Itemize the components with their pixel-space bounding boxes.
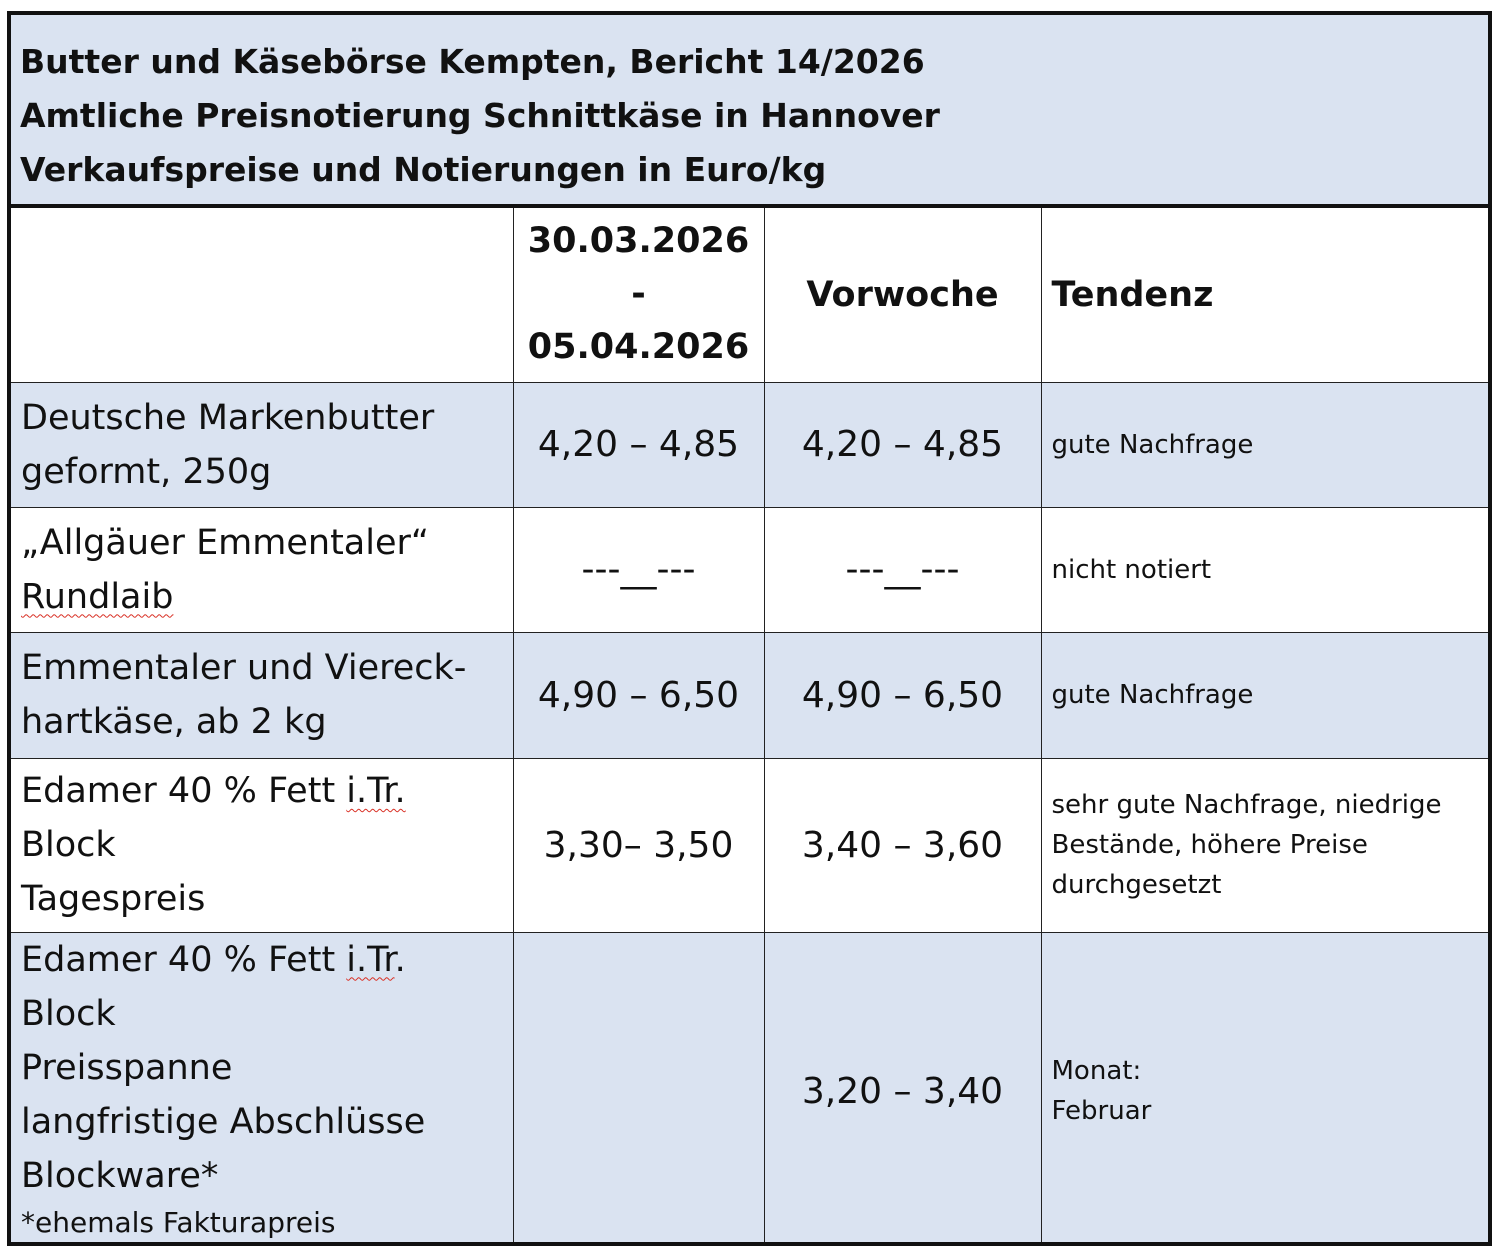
trend-text: gute Nachfrage [1041, 632, 1488, 758]
header-empty-cell [11, 208, 513, 382]
table-row [11, 382, 1488, 507]
current-price [513, 932, 764, 1246]
date-separator: - [631, 274, 646, 315]
product-name: Emmentaler und Viereck- hartkäse, ab 2 kg [11, 632, 513, 758]
trend-text: nicht notiert [1041, 507, 1488, 632]
previous-price: 4,20 – 4,85 [764, 382, 1041, 507]
previous-price: ---__--- [764, 507, 1041, 632]
table-row [11, 632, 1488, 758]
price-report-table [7, 11, 1492, 1246]
date-to: 05.04.2026 [527, 327, 750, 368]
header-date-range [513, 208, 764, 382]
header-trend: Tendenz [1041, 208, 1488, 382]
previous-price: 3,20 – 3,40 [764, 932, 1041, 1246]
report-title: Butter und Käsebörse Kempten, Bericht 14/2026 [20, 42, 925, 81]
current-price: 4,20 – 4,85 [513, 382, 764, 507]
trend-text: Monat: Februar [1041, 932, 1488, 1246]
price-table [11, 208, 1488, 1246]
report-header [11, 15, 1488, 206]
product-name: „Allgäuer Emmentaler“ Rundlaib [11, 507, 513, 632]
report-unit-note: Verkaufspreise und Notierungen in Euro/kg [20, 150, 827, 189]
previous-price: 3,40 – 3,60 [764, 758, 1041, 932]
report-subtitle: Amtliche Preisnotierung Schnittkäse in Hannover [20, 96, 940, 135]
trend-text: gute Nachfrage [1041, 382, 1488, 507]
date-from: 30.03.2026 [527, 221, 750, 262]
previous-price: 4,90 – 6,50 [764, 632, 1041, 758]
table-row [11, 758, 1488, 932]
footnote: *ehemals Fakturapreis [21, 1205, 336, 1239]
current-price: 4,90 – 6,50 [513, 632, 764, 758]
current-price: 3,30– 3,50 [513, 758, 764, 932]
trend-text: sehr gute Nachfrage, niedrige Bestände, höhere Preise durchgesetzt [1041, 758, 1488, 932]
header-previous-week: Vorwoche [764, 208, 1041, 382]
table-row [11, 932, 1488, 1246]
product-name: Edamer 40 % Fett i.Tr. Block Preisspanne langfristige Abschlüsse Blockware* *ehemals Fakturapreis [11, 932, 513, 1246]
current-price: ---__--- [513, 507, 764, 632]
product-name: Edamer 40 % Fett i.Tr. Block Tagespreis [11, 758, 513, 932]
column-header-row [11, 208, 1488, 382]
product-name: Deutsche Markenbutter geformt, 250g [11, 382, 513, 507]
table-row [11, 507, 1488, 632]
